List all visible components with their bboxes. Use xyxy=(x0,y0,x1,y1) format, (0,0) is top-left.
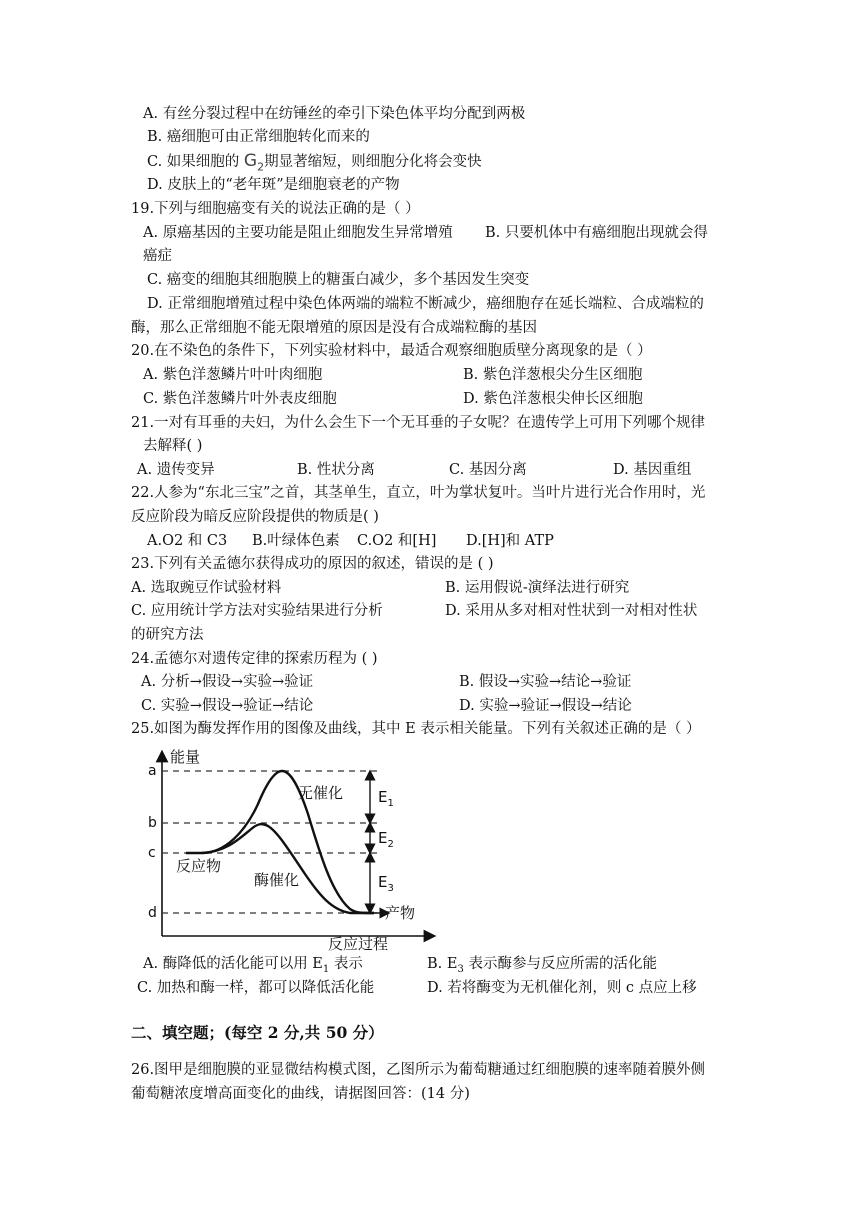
q20-option-c: C. 紫色洋葱鳞片叶外表皮细胞 xyxy=(143,391,337,407)
uncatalyzed-curve xyxy=(186,771,374,913)
y-axis-label: 能量 xyxy=(170,748,201,766)
q24-option-c: C. 实验→假设→验证→结论 xyxy=(141,698,314,714)
q23-option-b: B. 运用假说-演绎法进行研究 xyxy=(445,580,630,596)
q26-stem-cont: 葡萄糖浓度增高面变化的曲线，请据图回答：(14 分) xyxy=(131,1086,470,1102)
q19-option-b-cont: 癌症 xyxy=(143,248,172,264)
q20-option-a: A. 紫色洋葱鳞片叶叶肉细胞 xyxy=(143,367,323,383)
q24-option-b: B. 假设→实验→结论→验证 xyxy=(459,674,632,690)
section-heading: 二、填空题；(每空 2 分,共 50 分） xyxy=(131,1023,384,1042)
q22-option-a: A.O2 和 C3 xyxy=(147,533,228,549)
e3-label: $E_3$ xyxy=(378,873,394,894)
q18-option-a: A. 有丝分裂过程中在纺锤丝的牵引下染色体平均分配到两极 xyxy=(143,106,526,122)
q20-option-d: D. 紫色洋葱根尖伸长区细胞 xyxy=(463,391,643,407)
q19-option-b: B. 只要机体中有癌细胞出现就会得 xyxy=(485,225,708,241)
q22-stem: 22.人参为“东北三宝”之首，其茎单生，直立，叶为掌状复叶。当叶片进行光合作用时，光 xyxy=(131,485,706,501)
product-label: 产物 xyxy=(385,904,416,922)
q23-option-c: C. 应用统计学方法对实验结果进行分析 xyxy=(131,603,383,619)
q19-stem: 19.下列与细胞癌变有关的说法正确的是（ ） xyxy=(131,201,420,217)
q24-option-a: A. 分析→假设→实验→验证 xyxy=(141,674,314,690)
enzyme-label: 酶催化 xyxy=(254,871,300,889)
q18-option-d: D. 皮肤上的“老年斑”是细胞衰老的产物 xyxy=(147,177,400,193)
q23-option-d-cont: 的研究方法 xyxy=(131,627,204,643)
enzyme-curve xyxy=(202,824,374,913)
q21-option-c: C. 基因分离 xyxy=(449,462,527,478)
q23-option-a: A. 选取豌豆作试验材料 xyxy=(131,580,282,596)
g2-symbol: $G_2$ xyxy=(243,151,265,174)
q25-option-a: A. 酶降低的活化能可以用 $E_1$ 表示 xyxy=(143,956,363,975)
q23-stem: 23.下列有关孟德尔获得成功的原因的叙述，错误的是 ( ) xyxy=(131,556,494,572)
q23-option-d: D. 采用从多对相对性状到一对相对性状 xyxy=(445,603,698,619)
e2-label: $E_2$ xyxy=(378,829,394,850)
x-axis-label: 反应过程 xyxy=(328,935,389,953)
q19-option-d-cont: 酶，那么正常细胞不能无限增殖的原因是没有合成端粒酶的基因 xyxy=(131,320,537,336)
q24-stem: 24.孟德尔对遗传定律的探索历程为 ( ) xyxy=(131,651,378,667)
q19-option-a: A. 原癌基因的主要功能是阻止细胞发生异常增殖 xyxy=(143,225,453,241)
e1-label: $E_1$ xyxy=(378,788,394,809)
q21-option-b: B. 性状分离 xyxy=(297,462,375,478)
q22-option-b: B.叶绿体色素 xyxy=(252,533,340,549)
level-label-b: b xyxy=(148,815,157,831)
q25-stem: 25.如图为酶发挥作用的图像及曲线，其中 E 表示相关能量。下列有关叙述正确的是（ ） xyxy=(131,721,701,737)
q19-option-c: C. 癌变的细胞其细胞膜上的糖蛋白减少，多个基因发生突变 xyxy=(147,272,530,288)
q18-option-b: B. 癌细胞可由正常细胞转化而来的 xyxy=(147,129,370,145)
q25-option-c: C. 加热和酶一样，都可以降低活化能 xyxy=(137,980,375,996)
q24-option-d: D. 实验→验证→假设→结论 xyxy=(459,698,632,714)
q21-stem: 21.一对有耳垂的夫妇，为什么会生下一个无耳垂的子女呢？在遗传学上可用下列哪个规律 xyxy=(131,415,706,431)
q21-stem-cont: 去解释( ) xyxy=(143,438,203,454)
q22-option-d: D.[H]和 ATP xyxy=(466,533,554,549)
q21-option-d: D. 基因重组 xyxy=(613,462,692,478)
q18-option-c-post: 期显著缩短，则细胞分化将会变快 xyxy=(264,154,482,170)
reactant-label: 反应物 xyxy=(176,857,222,875)
q25-option-b: B. $E_3$ 表示酶参与反应所需的活化能 xyxy=(427,956,657,975)
q18-option-c xyxy=(147,151,482,177)
q25-option-d: D. 若将酶变为无机催化剂，则 c 点应上移 xyxy=(427,980,697,996)
level-label-c: c xyxy=(148,845,156,861)
q20-option-b: B. 紫色洋葱根尖分生区细胞 xyxy=(463,367,643,383)
uncatalyzed-label: 无催化 xyxy=(298,784,344,802)
level-label-a: a xyxy=(148,763,157,779)
level-label-d: d xyxy=(148,905,157,921)
q26-stem: 26.图甲是细胞膜的亚显微结构模式图，乙图所示为葡萄糖通过红细胞膜的速率随着膜外侧 xyxy=(131,1062,706,1078)
enzyme-energy-diagram xyxy=(140,744,440,954)
q22-stem-cont: 反应阶段为暗反应阶段提供的物质是( ) xyxy=(131,509,379,525)
q21-option-a: A. 遗传变异 xyxy=(137,462,215,478)
q22-option-c: C.O2 和[H] xyxy=(357,533,437,549)
q19-option-d: D. 正常细胞增殖过程中染色体两端的端粒不断减少，癌细胞存在延长端粒、合成端粒的 xyxy=(147,296,704,312)
q20-stem: 20.在不染色的条件下，下列实验材料中，最适合观察细胞质壁分离现象的是（ ） xyxy=(131,343,652,359)
q18-option-c-pre: C. 如果细胞的 xyxy=(147,154,240,170)
